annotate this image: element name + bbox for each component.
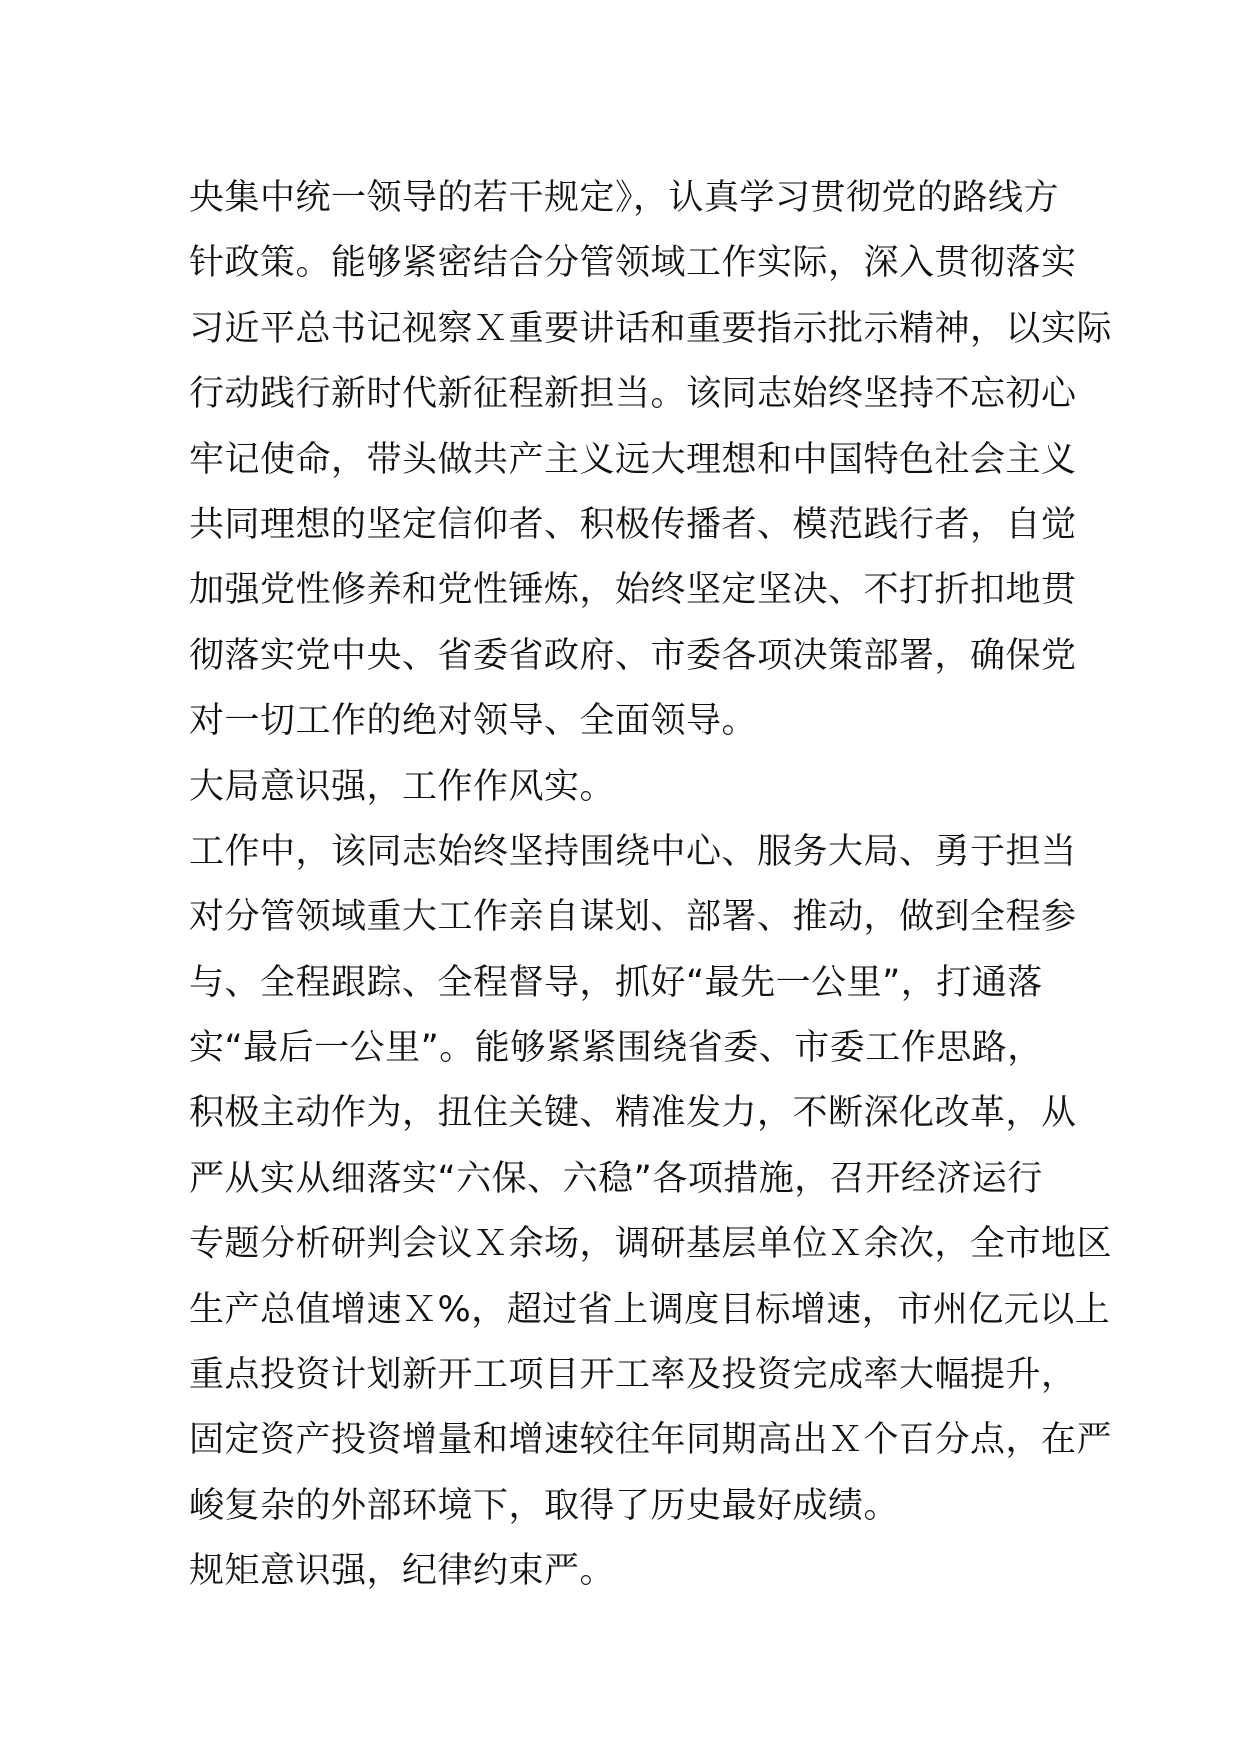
text-line: 实“最后一公里”。能够紧紧围绕省委、市委工作思路，	[189, 1028, 1043, 1069]
text-line: 严从实从细落实“六保、六稳”各项措施，召开经济运行	[189, 1158, 1043, 1199]
section-heading: 大局意识强，工作作风实。	[189, 766, 616, 807]
text-line: 工作中，该同志始终坚持围绕中心、服务大局、勇于担当	[189, 831, 1077, 872]
text-line: 对分管领域重大工作亲自谋划、部署、推动，做到全程参	[189, 897, 1077, 938]
text-line: 专题分析研判会议Ｘ余场，调研基层单位Ｘ余次，全市地区	[189, 1224, 1113, 1265]
text-line: 彻落实党中央、省委省政府、市委各项决策部署，确保党	[189, 635, 1077, 676]
text-line: 与、全程跟踪、全程督导，抓好“最先一公里”，打通落	[189, 962, 1043, 1003]
text-line: 牢记使命，带头做共产主义远大理想和中国特色社会主义	[189, 439, 1077, 480]
text-line: 习近平总书记视察Ｘ重要讲话和重要指示批示精神，以实际	[189, 308, 1113, 349]
text-line: 重点投资计划新开工项目开工率及投资完成率大幅提升，	[189, 1355, 1077, 1396]
text-line: 峻复杂的外部环境下，取得了历史最好成绩。	[189, 1485, 900, 1526]
text-line: 对一切工作的绝对领导、全面领导。	[189, 701, 758, 742]
text-line: 加强党性修养和党性锤炼，始终坚定坚决、不打折扣地贯	[189, 570, 1077, 611]
text-line: 共同理想的坚定信仰者、积极传播者、模范践行者，自觉	[189, 504, 1077, 545]
text-line: 积极主动作为，扭住关键、精准发力，不断深化改革，从	[189, 1093, 1077, 1134]
document-body	[189, 166, 1113, 1605]
text-line: 生产总值增速Ｘ%，超过省上调度目标增速，市州亿元以上	[189, 1289, 1111, 1330]
text-line: 固定资产投资增量和增速较往年同期高出Ｘ个百分点，在严	[189, 1420, 1113, 1461]
text-line: 央集中统一领导的若干规定》，认真学习贯彻党的路线方	[189, 178, 1060, 218]
text-line: 行动践行新时代新征程新担当。该同志始终坚持不忘初心	[189, 374, 1077, 415]
section-heading: 规矩意识强，纪律约束严。	[189, 1551, 616, 1592]
text-line: 针政策。能够紧密结合分管领域工作实际，深入贯彻落实	[189, 243, 1077, 284]
